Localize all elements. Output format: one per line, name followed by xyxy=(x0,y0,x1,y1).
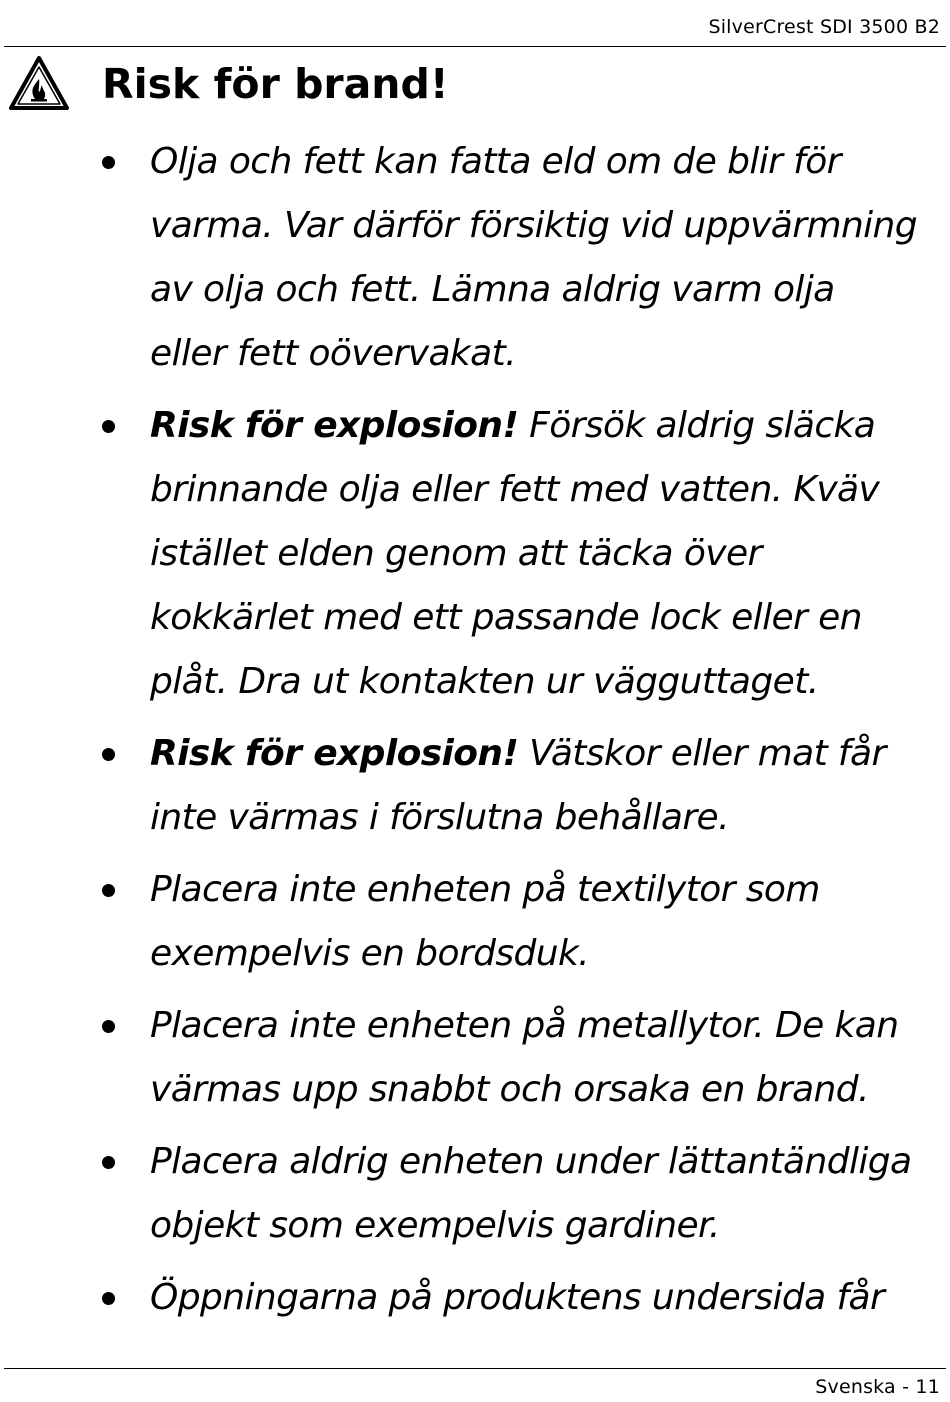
bullet-dot xyxy=(102,156,115,169)
bullet-dot xyxy=(102,1156,115,1169)
bullet-text: Placera inte enheten på metallytor. De kan värmas upp snabbt och orsaka en brand. xyxy=(150,1005,899,1110)
bullet-dot xyxy=(102,748,115,761)
bullet-text: Vätskor eller mat får inte värmas i förslutna behållare. xyxy=(150,733,886,838)
list-item xyxy=(0,858,950,986)
footer-divider xyxy=(4,1368,946,1369)
bullet-list xyxy=(0,130,950,1338)
bullet-text: Placera aldrig enheten under lättantändliga objekt som exempelvis gardiner. xyxy=(150,1141,912,1246)
bullet-text: Öppningarna på produktens undersida får xyxy=(150,1277,885,1318)
bullet-dot xyxy=(102,884,115,897)
bullet-text: Olja och fett kan fatta eld om de blir för varma. Var därför försiktig vid uppvärmning av olja och fett. Lämna aldrig varm olja eller fett oövervakat. xyxy=(150,141,918,374)
list-item xyxy=(0,994,950,1122)
page-number: Svenska - 11 xyxy=(815,1376,940,1398)
list-item xyxy=(0,1130,950,1258)
section-heading: Risk för brand! xyxy=(102,60,449,108)
bullet-text: Placera inte enheten på textilytor som exempelvis en bordsduk. xyxy=(150,869,820,974)
bullet-dot xyxy=(102,1020,115,1033)
list-item xyxy=(0,394,950,714)
bullet-dot xyxy=(102,420,115,433)
bullet-dot xyxy=(102,1292,115,1305)
list-item xyxy=(0,722,950,850)
bullet-text: Försök aldrig släcka brinnande olja eller fett med vatten. Kväv istället elden genom att täcka över kokkärlet med ett passande lock eller en plåt. Dra ut kontakten ur vägguttaget. xyxy=(150,405,880,702)
list-item xyxy=(0,130,950,386)
bullet-lead: Risk för explosion! xyxy=(150,733,519,774)
bullet-lead: Risk för explosion! xyxy=(150,405,519,446)
header-divider xyxy=(4,46,946,47)
page-header-title: SilverCrest SDI 3500 B2 xyxy=(708,16,940,38)
list-item xyxy=(0,1266,950,1330)
fire-warning-icon xyxy=(8,55,70,111)
